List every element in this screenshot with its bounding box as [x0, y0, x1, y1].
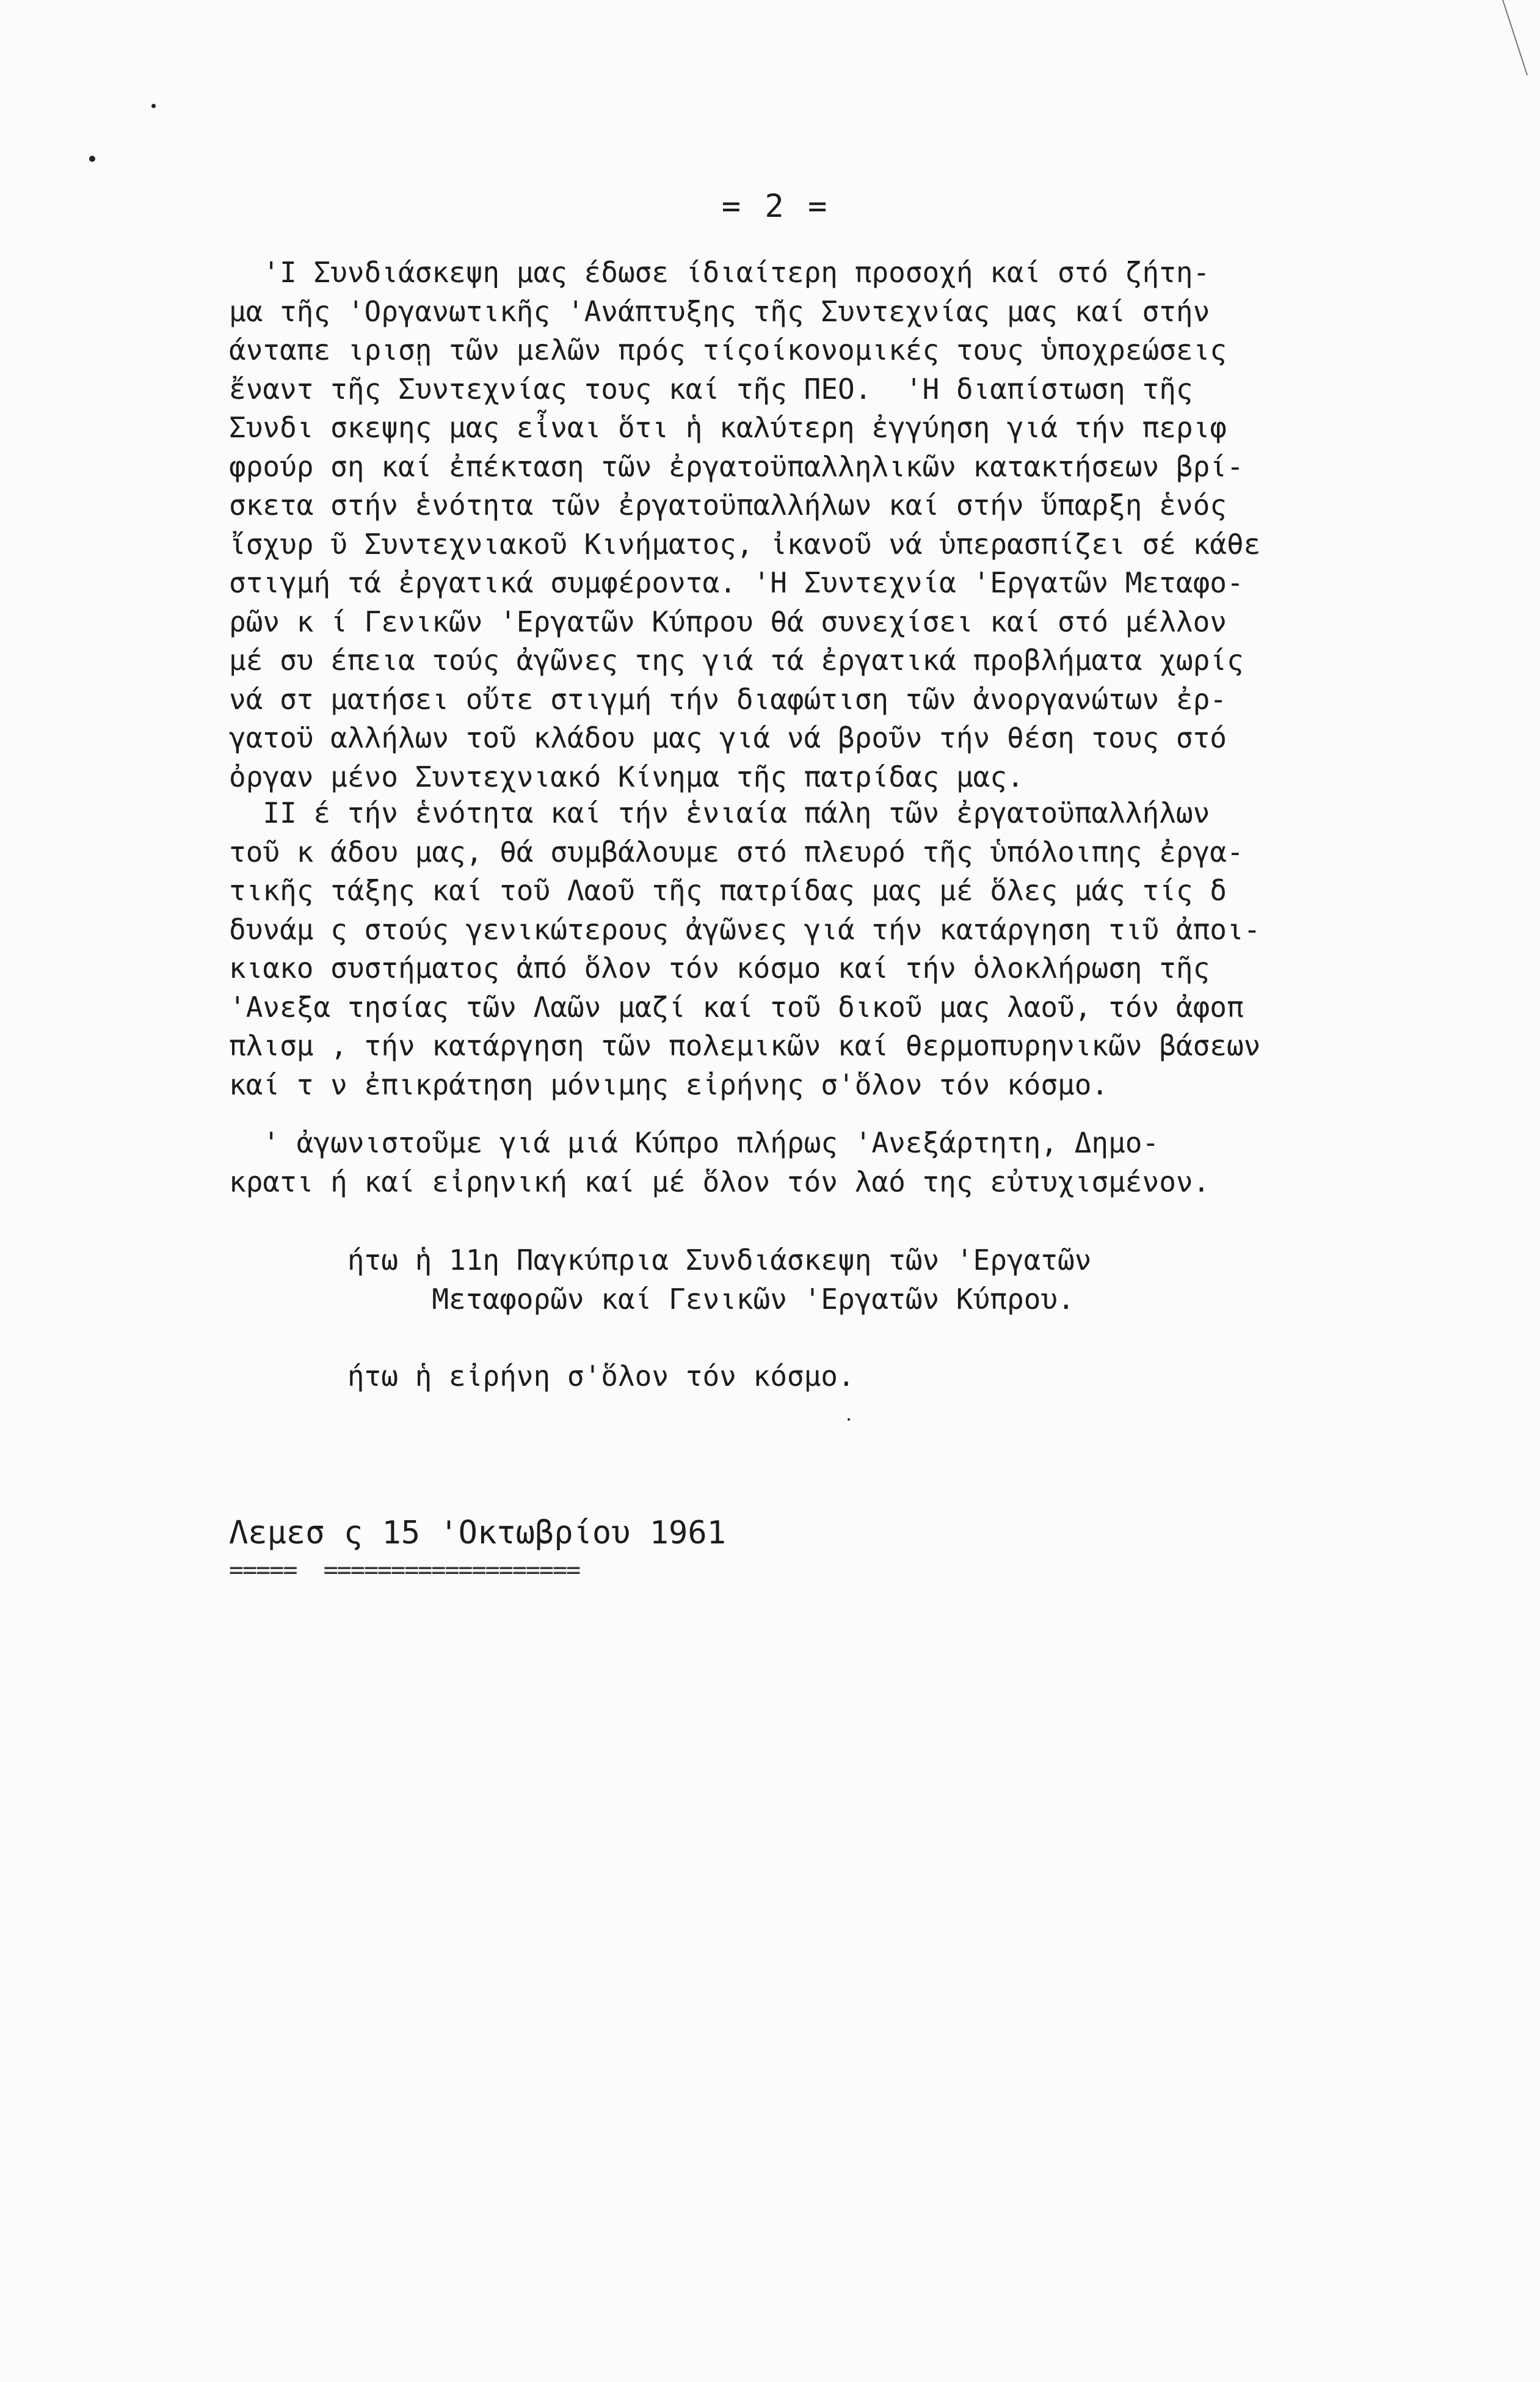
paragraph-independent-cyprus: [229, 1124, 1389, 1201]
text-line: τικῆς τάξης καί τοῦ Λαοῦ τῆς πατρίδας μας μέ ὅλες μάς τίς δ: [229, 874, 1227, 907]
text-line: ἔναντ τῆς Συντεχνίας τους καί τῆς ΠΕΟ. 'Η διαπίστωση τῆς: [229, 372, 1193, 406]
text-line: νά στ ματήσει οὔτε στιγμή τήν διαφώτιση τῶν ἀνοργανώτων ἐρ-: [229, 682, 1227, 716]
text-line: τοῦ κ άδου μας, θά συμβάλουμε στό πλευρό τῆς ὑπόλοιπης ἐργα-: [229, 835, 1244, 869]
text-line: κρατι ή καί εἰρηνική καί μέ ὅλον τόν λαό της εὐτυχισμένον.: [229, 1165, 1210, 1198]
ink-speck: [89, 156, 95, 162]
scan-edge-line: [1502, 0, 1528, 76]
text-line: Μεταφορῶν καί Γενικῶν 'Εργατῶν Κύπρου.: [229, 1282, 1075, 1316]
text-line: κιακο συστήματος ἀπό ὅλον τόν κόσμο καί τήν ὁλοκλήρωση τῆς: [229, 952, 1210, 985]
text-line: καί τ ν ἐπικράτηση μόνιμης εἰρήνης σ'ὅλον τόν κόσμο.: [229, 1068, 1109, 1101]
text-line: φρούρ ση καί ἐπέκταση τῶν ἐργατοϋπαλληλικῶν κατακτήσεων βρί-: [229, 450, 1244, 483]
text-line: δυνάμ ς στούς γενικώτερους ἀγῶνες γιά τήν κατάργηση τιῦ ἀποι-: [229, 912, 1261, 946]
place-date: Λεμεσ ς 15 'Οκτωβρίου 1961: [229, 1515, 726, 1551]
paragraph-long-live-peace: [229, 1357, 1389, 1396]
text-line: ' ἀγωνιστοῦμε γιά μιά Κύπρο πλήρως 'Ανεξάρτητη, Δημο-: [229, 1126, 1160, 1159]
paragraph-long-live-conference: [229, 1241, 1389, 1319]
ink-speck: [848, 1418, 850, 1421]
text-line: γατοϋ αλλήλων τοῦ κλάδου μας γιά νά βροῦν τήν θέση τους στό: [229, 721, 1227, 754]
text-line: στιγμή τά ἐργατικά συμφέροντα. 'Η Συντεχνία 'Εργατῶν Μεταφο-: [229, 566, 1244, 599]
place-date-underline: ===== ===================: [229, 1556, 580, 1584]
text-line: ΙΙ έ τήν ἑνότητα καί τήν ἑνιαία πάλη τῶν ἐργατοϋπαλλήλων: [229, 796, 1210, 829]
text-line: πλισμ , τήν κατάργηση τῶν πολεμικῶν καί θερμοπυρηνικῶν βάσεων: [229, 1029, 1261, 1062]
text-line: ἴσχυρ ῦ Συντεχνιακοῦ Κινήματος, ἰκανοῦ νά ὑπερασπίζει σέ κάθε: [229, 527, 1261, 561]
text-line: ήτω ἡ εἰρήνη σ'ὅλον τόν κόσμο.: [229, 1360, 855, 1393]
text-line: μέ συ έπεια τούς ἀγῶνες της γιά τά ἐργατικά προβλήματα χωρίς: [229, 644, 1244, 677]
text-line: 'Ι Συνδιάσκεψη μας έδωσε ίδιαίτερη προσοχή καί στό ζήτη-: [229, 256, 1210, 289]
paragraph-unity-struggle: [229, 794, 1389, 1104]
text-line: άνταπε ιρισῃ τῶν μελῶν πρός τίςοίκονομικές τους ὑποχρεώσεις: [229, 333, 1227, 366]
paragraph-organisation: [229, 253, 1389, 796]
ink-speck: [151, 104, 156, 108]
text-line: μα τῆς 'Οργανωτικῆς 'Ανάπτυξης τῆς Συντεχνίας μας καί στήν: [229, 294, 1210, 328]
text-line: ήτω ἡ 11η Παγκύπρια Συνδιάσκεψη τῶν 'Εργατῶν: [229, 1244, 1092, 1277]
text-line: Συνδι σκεψης μας εἶναι ὅτι ἡ καλύτερη ἐγγύηση γιά τήν περιφ: [229, 411, 1227, 444]
page-number: = 2 =: [721, 188, 830, 225]
text-line: 'Ανεξα τησίας τῶν Λαῶν μαζί καί τοῦ δικοῦ μας λαοῦ, τόν ἀφοπ: [229, 990, 1244, 1024]
text-line: ρῶν κ ί Γενικῶν 'Εργατῶν Κύπρου θά συνεχίσει καί στό μέλλον: [229, 605, 1227, 638]
text-line: σκετα στήν ἑνότητα τῶν ἐργατοϋπαλλήλων καί στήν ὕπαρξη ἑνός: [229, 489, 1227, 522]
text-line: ὀργαν μένο Συντεχνιακό Κίνημα τῆς πατρίδας μας.: [229, 760, 1024, 793]
